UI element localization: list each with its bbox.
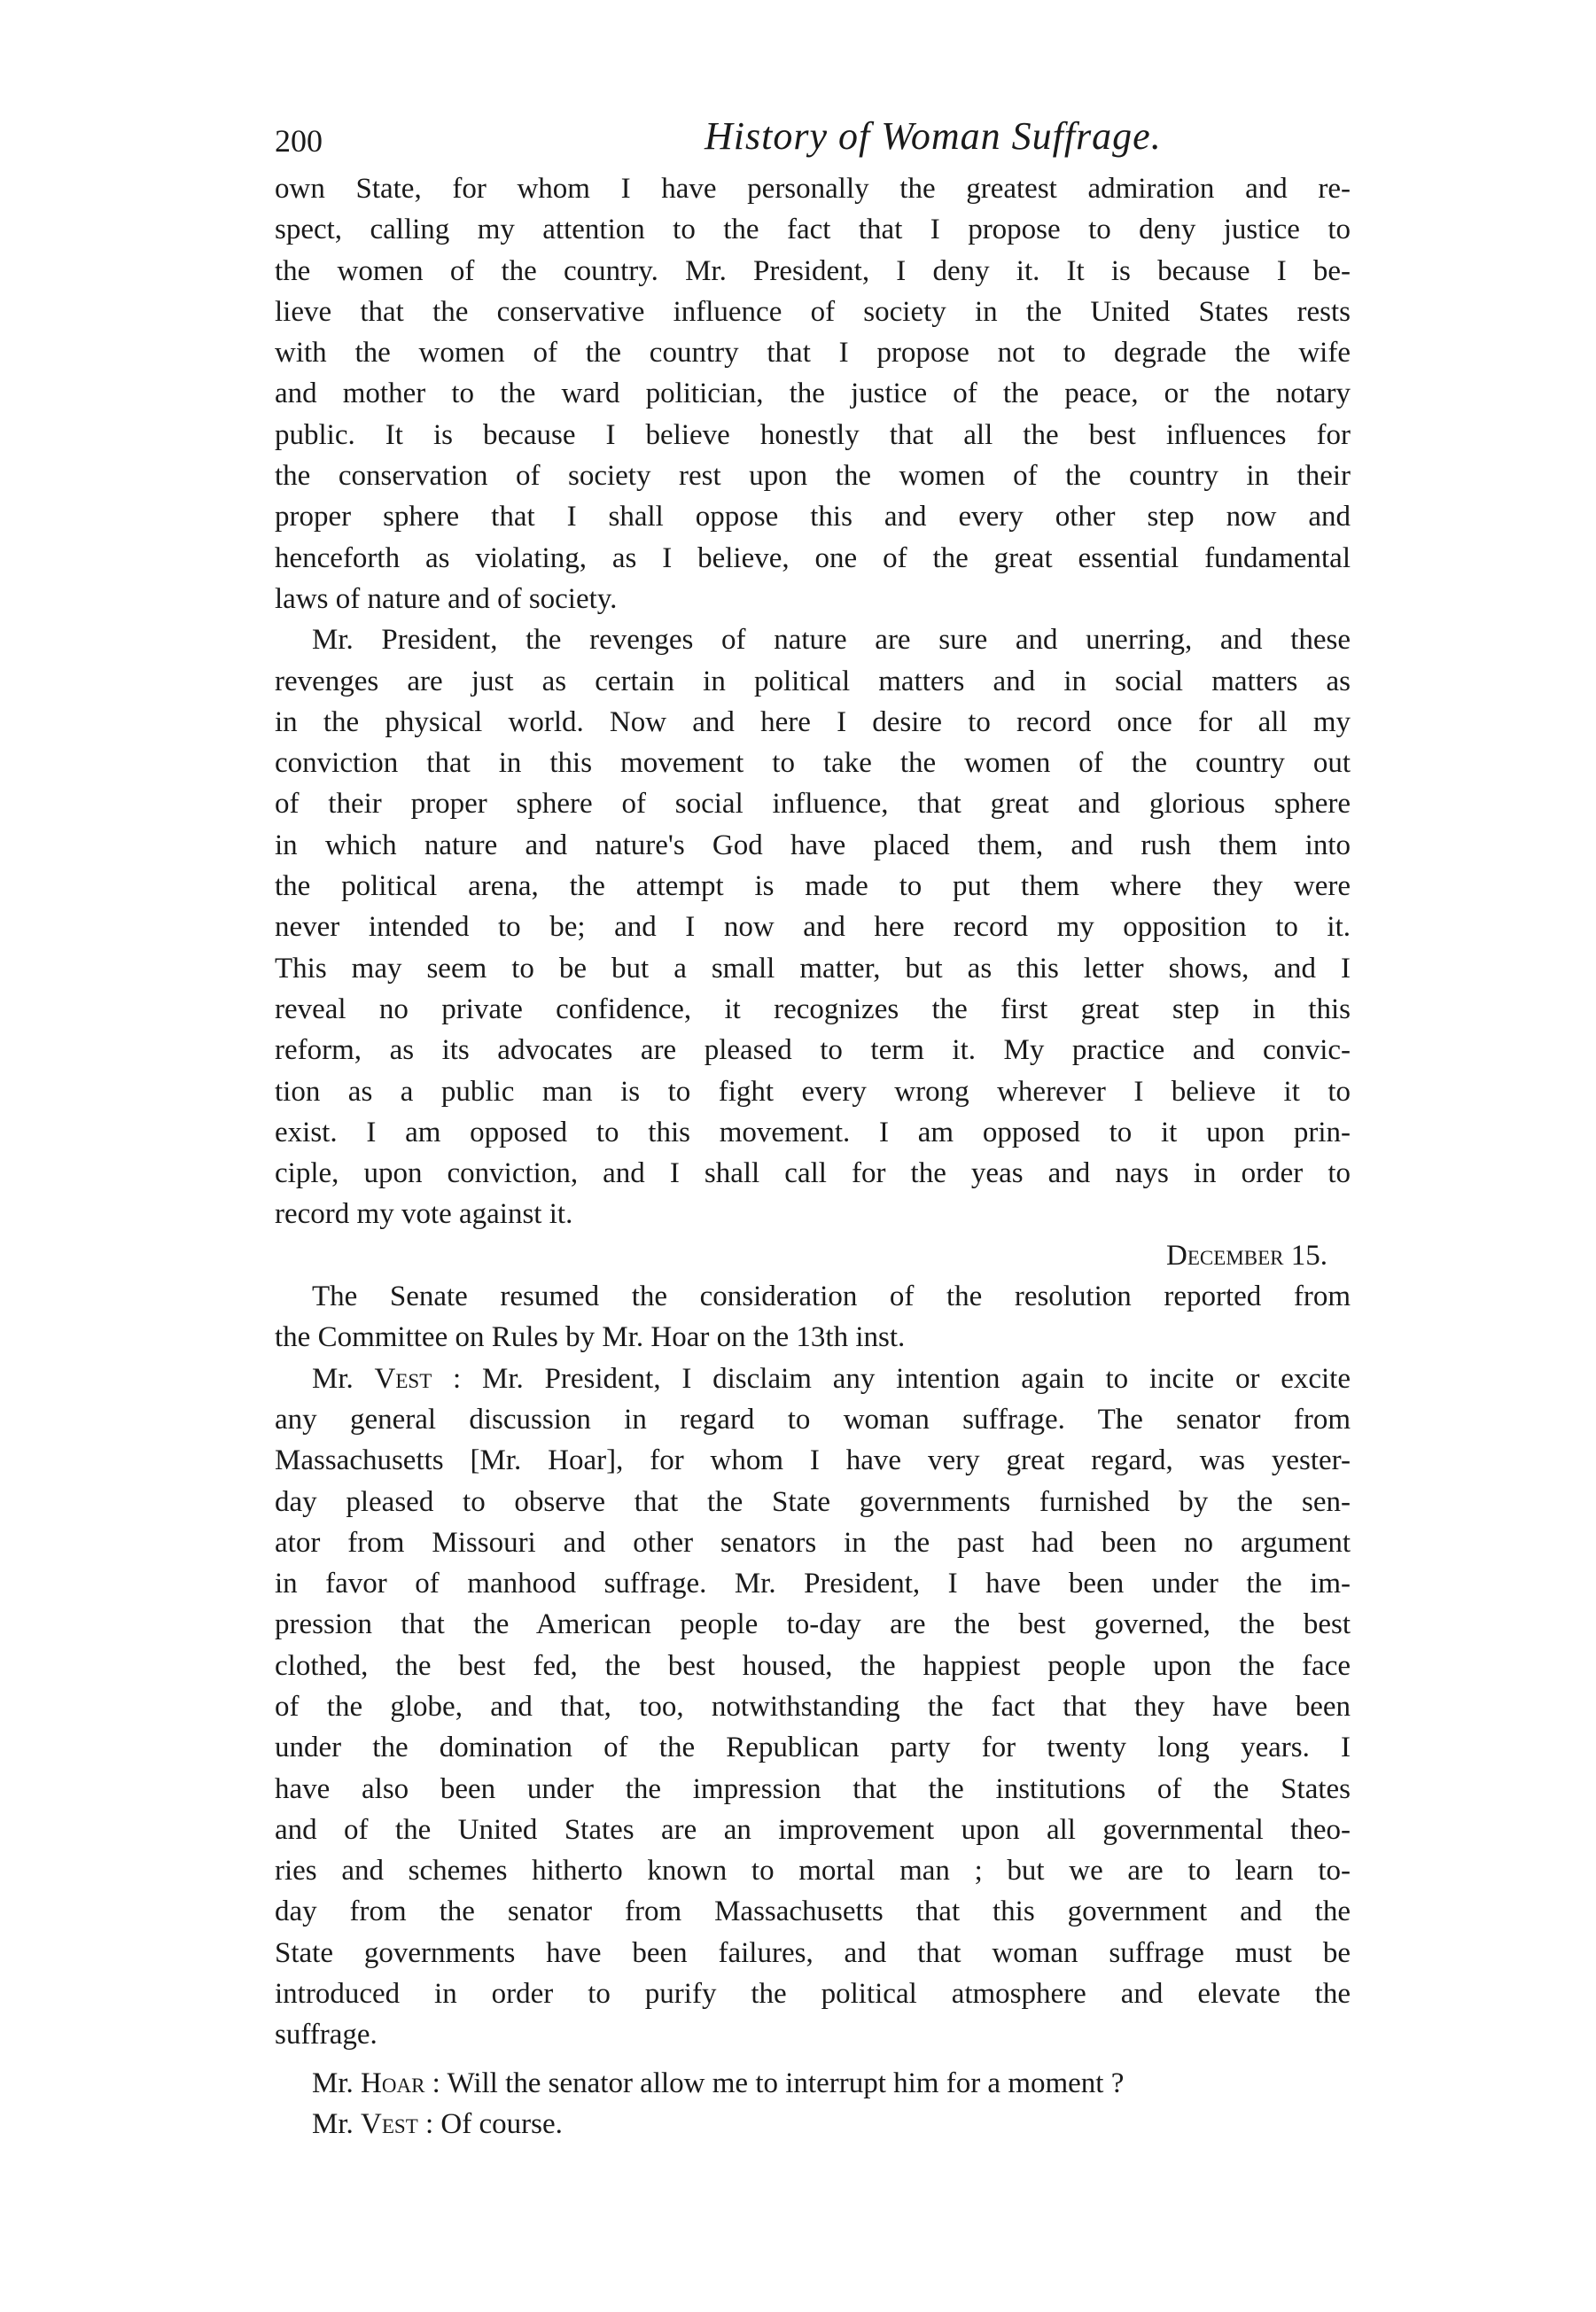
running-head [275,113,1351,163]
page-number: 200 [275,123,323,159]
text-line: spect, calling my attention to the fact that I propose to deny justice to [275,214,1351,246]
speaker-prefix: Mr. [312,2107,362,2140]
text-line: record my vote against it. [275,1198,573,1231]
speaker-name: Vest [361,2107,418,2140]
text-line: any general discussion in regard to woman suffrage. The senator from [275,1403,1351,1436]
text-line: exist. I am opposed to this movement. I am opposed to it upon prin- [275,1116,1351,1148]
paragraph [275,1358,1351,2056]
text-line: own State, for whom I have personally the greatest admiration and re- [275,173,1351,205]
text-line: henceforth as violating, as I believe, one of the great essential fundamental [275,541,1351,574]
speaker-line [275,2104,1351,2145]
text-line: suffrage. [275,2019,378,2051]
text-line: of the globe, and that, too, notwithstanding the fact that they have been [275,1690,1351,1723]
text-line: day from the senator from Massachusetts that this government and the [275,1896,1351,1928]
speaker-text: : Will the senator allow me to interrupt him for a moment ? [424,2067,1125,2099]
text-line: Massachusetts [Mr. Hoar], for whom I have very great regard, was yester- [275,1444,1351,1477]
text-line: in which nature and nature's God have placed them, and rush them into [275,829,1351,861]
running-title: History of Woman Suffrage. [705,114,1162,158]
speaker-prefix: Mr. [312,2067,362,2099]
text-line: Mr. President, the revenges of nature are sure and unerring, and these [312,624,1351,657]
text-line: the conservation of society rest upon the women of the country in their [275,460,1351,493]
text-line: The Senate resumed the consideration of the resolution reported from [312,1281,1351,1313]
text-line: reform, as its advocates are pleased to term it. My practice and convic- [275,1034,1351,1067]
text-line: of their proper sphere of social influence, that great and glorious sphere [275,788,1351,821]
text-line: never intended to be; and I now and here record my opposition to it. [275,911,1351,944]
speaker-line [275,2063,1351,2104]
text-line: day pleased to observe that the State governments furnished by the sen- [275,1485,1351,1518]
text-line: tion as a public man is to fight every wrong wherever I believe it to [275,1075,1351,1108]
paragraph [275,619,1351,1234]
text-line: laws of nature and of society. [275,582,618,615]
text-line: and of the United States are an improvement upon all governmental theo- [275,1813,1351,1846]
text-line: with the women of the country that I propose not to degrade the wife [275,337,1351,370]
body-text [275,168,1351,2145]
speaker-line [275,1358,1351,1399]
date-heading: December 15. [1166,1239,1327,1272]
speaker-prefix: Mr. [312,1362,375,1395]
text-line: clothed, the best fed, the best housed, the happiest people upon the face [275,1649,1351,1682]
text-line: public. It is because I believe honestly that all the best influences for [275,418,1351,451]
paragraph [275,1276,1351,1358]
text-line: This may seem to be but a small matter, but as this letter shows, and I [275,952,1351,985]
speaker-text: : Mr. President, I disclaim any intention again to incite or excite [432,1362,1351,1395]
text-line: reveal no private confidence, it recognizes the first great step in this [275,993,1351,1025]
speaker-text: : Of course. [417,2107,563,2140]
text-line: and mother to the ward politician, the justice of the peace, or the notary [275,378,1351,410]
text-line: ries and schemes hitherto known to mortal man ; but we are to learn to- [275,1855,1351,1888]
text-line: the women of the country. Mr. President, I deny it. It is because I be- [275,254,1351,287]
text-line: revenges are just as certain in political matters and in social matters as [275,665,1351,697]
text-line: State governments have been failures, and that woman suffrage must be [275,1936,1351,1969]
text-line: under the domination of the Republican party for twenty long years. I [275,1732,1351,1764]
paragraph [275,168,1351,619]
text-line: the Committee on Rules by Mr. Hoar on the 13th inst. [275,1321,906,1354]
text-line: the political arena, the attempt is made to put them where they were [275,870,1351,903]
text-line: proper sphere that I shall oppose this and every other step now and [275,501,1351,533]
text-line: in favor of manhood suffrage. Mr. President, I have been under the im- [275,1568,1351,1600]
speaker-name: Hoar [361,2067,425,2099]
text-line: in the physical world. Now and here I desire to record once for all my [275,705,1351,738]
text-line: lieve that the conservative influence of society in the United States rests [275,295,1351,328]
paragraph [275,2063,1351,2104]
text-line: conviction that in this movement to take the women of the country out [275,747,1351,780]
text-line: pression that the American people to-day are the best governed, the best [275,1608,1351,1641]
text-line: ciple, upon conviction, and I shall call for the yeas and nays in order to [275,1157,1351,1190]
text-line: introduced in order to purify the political atmosphere and elevate the [275,1978,1351,2011]
speaker-name: Vest [374,1362,432,1395]
text-line: have also been under the impression that the institutions of the States [275,1772,1351,1805]
paragraph [275,2104,1351,2145]
text-line: ator from Missouri and other senators in the past had been no argument [275,1526,1351,1559]
